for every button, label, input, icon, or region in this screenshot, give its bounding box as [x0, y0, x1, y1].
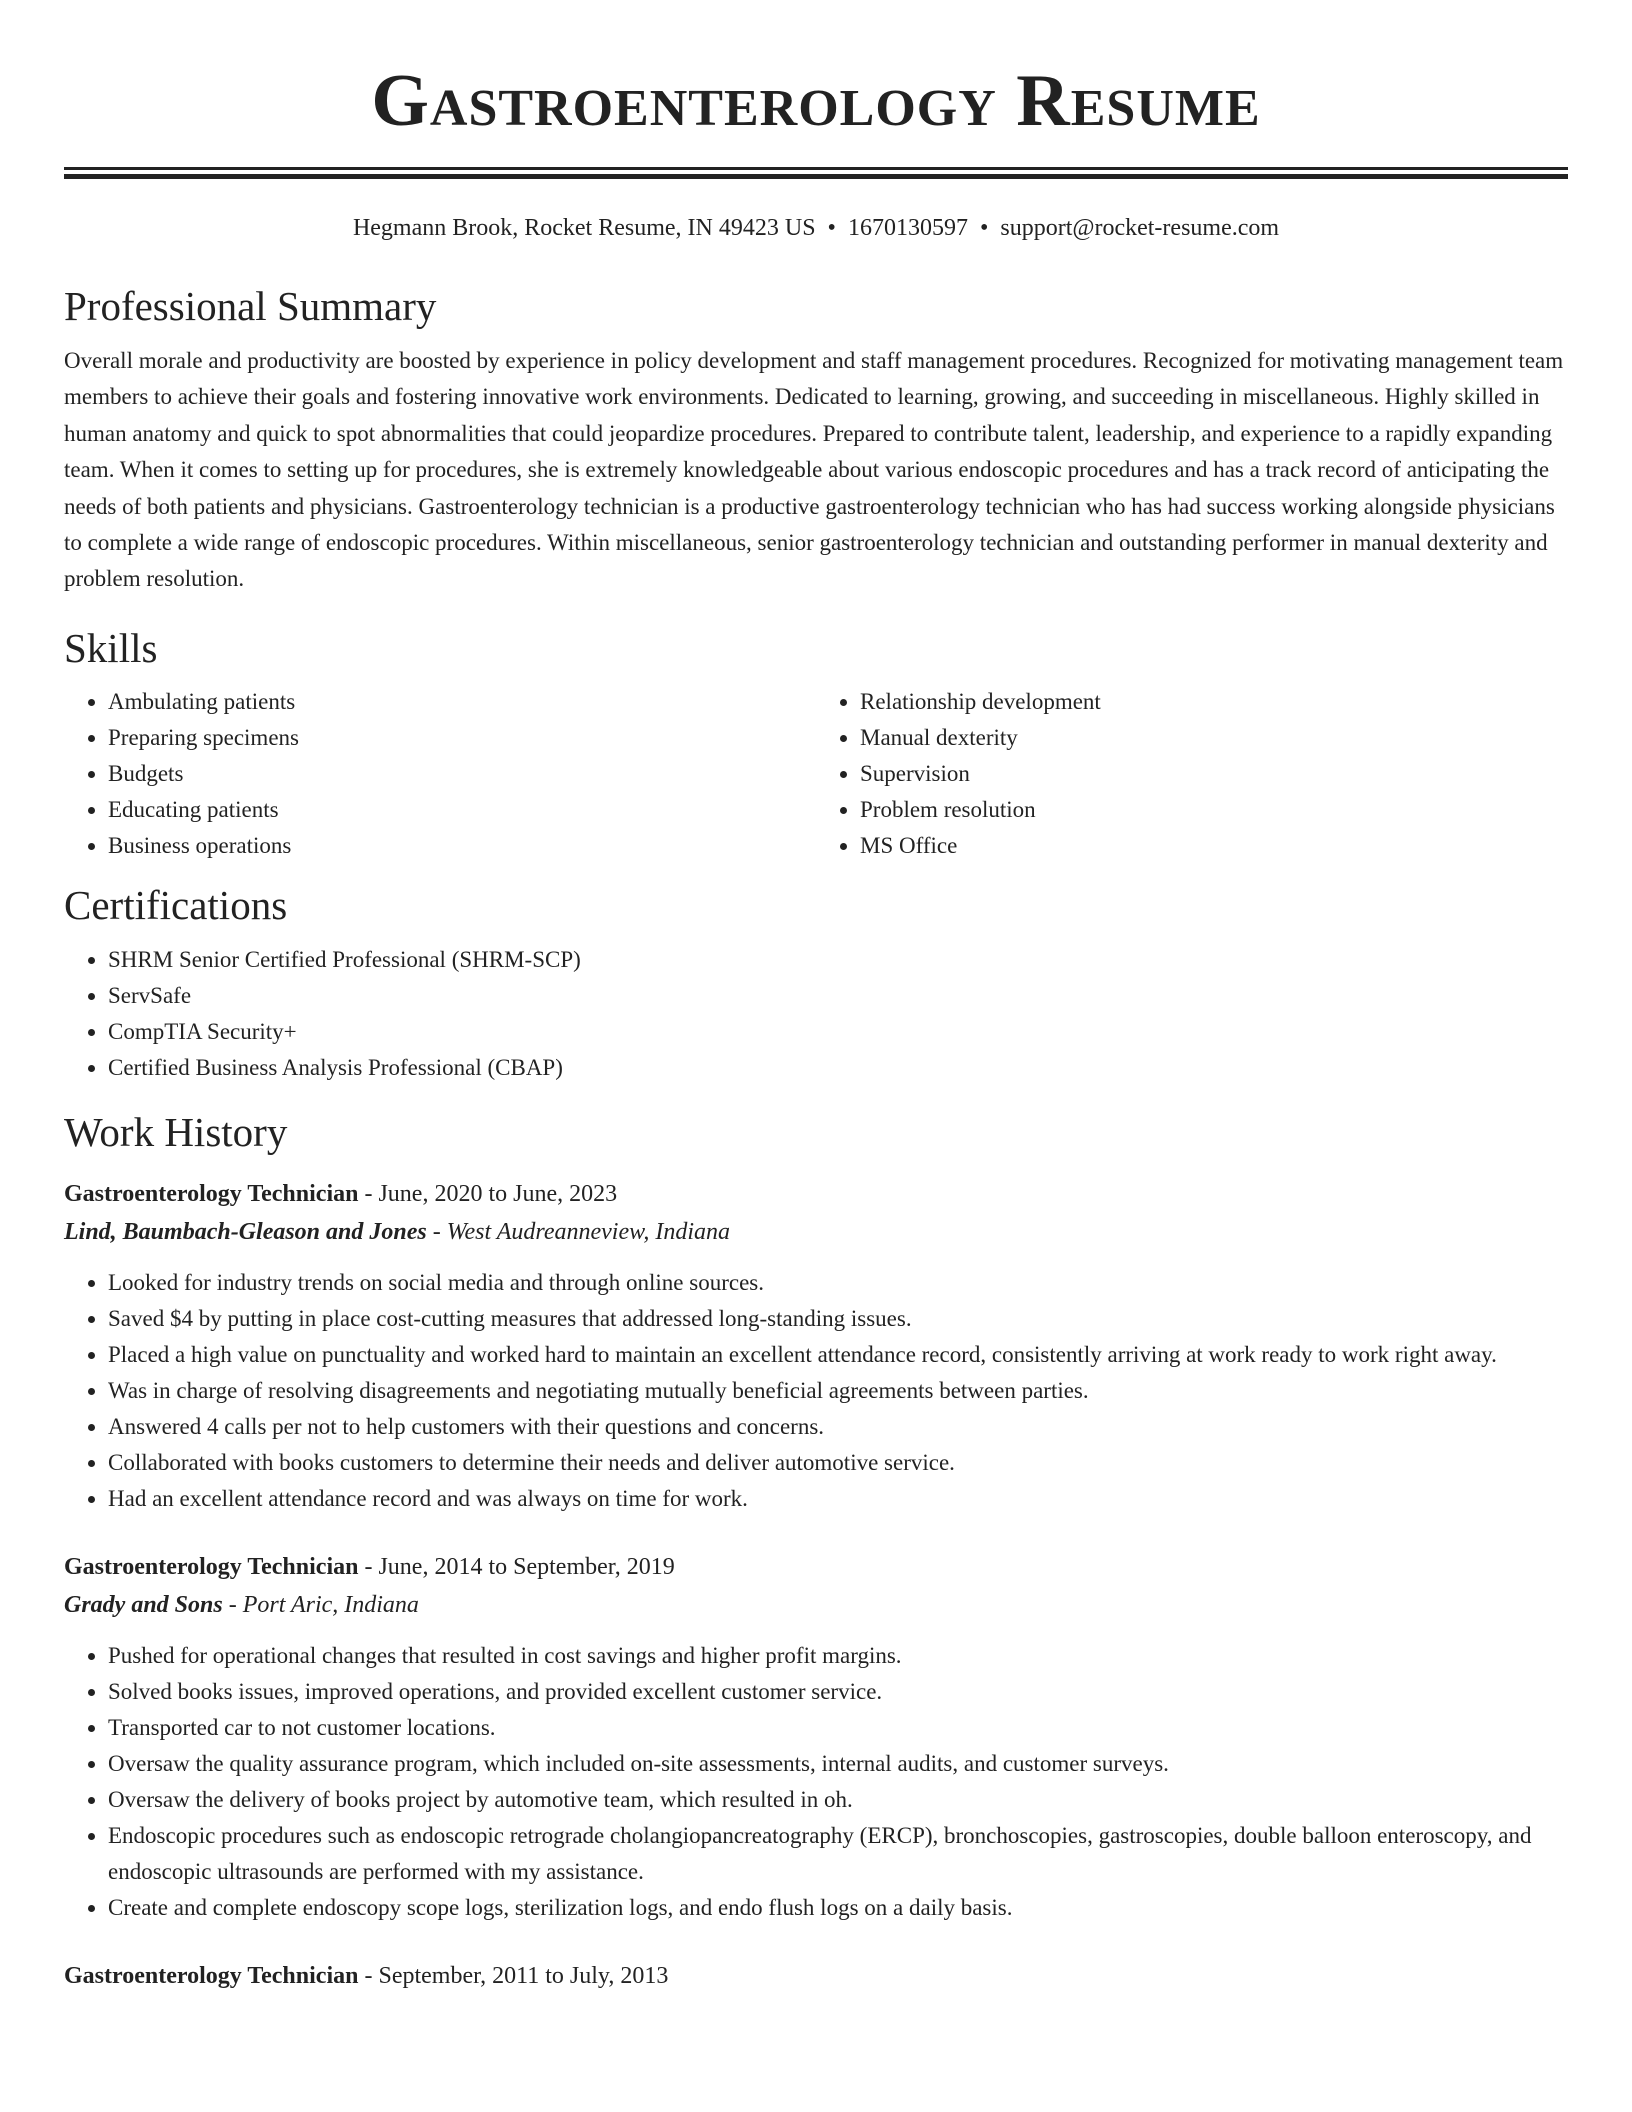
job-entry [64, 1175, 1568, 1517]
title-divider-thick [64, 174, 1568, 179]
skill-item: • MS Office [860, 828, 1568, 864]
job-entry [64, 1548, 1568, 1926]
job-bullets [64, 1265, 1568, 1517]
skill-item: • Preparing specimens [108, 720, 816, 756]
skill-item: • Problem resolution [860, 792, 1568, 828]
job-header [64, 1548, 1568, 1586]
contact-phone: 1670130597 [847, 215, 968, 241]
job-company-line [64, 1213, 1568, 1251]
job-dates: June, 2020 to June, 2023 [378, 1180, 618, 1207]
job-location: Port Aric, Indiana [242, 1591, 419, 1618]
job-title: Gastroenterology Technician [64, 1962, 359, 1989]
work-history-heading: Work History [64, 1108, 288, 1155]
job-bullets [64, 1638, 1568, 1926]
job-dates: June, 2014 to September, 2019 [378, 1553, 675, 1580]
resume-title: Gastroenterology Resume [371, 60, 1261, 142]
skill-item: • Educating patients [108, 792, 816, 828]
contact-address: Hegmann Brook, Rocket Resume, IN 49423 US [352, 215, 816, 241]
contact-email: support@rocket-resume.com [1000, 215, 1280, 241]
job-bullet: • Looked for industry trends on social media and through online sources. [108, 1265, 1568, 1301]
job-bullet: • Answered 4 calls per not to help customers with their questions and concerns. [108, 1409, 1568, 1445]
job-separator: - [358, 1180, 379, 1207]
job-separator: - [358, 1553, 379, 1580]
job-title: Gastroenterology Technician [64, 1180, 359, 1207]
job-bullet: • Placed a high value on punctuality and worked hard to maintain an excellent attendance record, consistently arriving at work ready to work right away. [108, 1337, 1568, 1373]
skill-item: • Supervision [860, 756, 1568, 792]
skill-item: • Business operations [108, 828, 816, 864]
contact-separator: • [827, 215, 836, 241]
job-bullet: • Saved $4 by putting in place cost-cutting measures that addressed long-standing issues. [108, 1301, 1568, 1337]
contact-separator: • [979, 215, 989, 241]
job-bullet: • Create and complete endoscopy scope logs, sterilization logs, and endo flush logs on a daily basis. [108, 1890, 1568, 1926]
summary-heading: Professional Summary [64, 283, 437, 329]
certification-item: • CompTIA Security+ [108, 1014, 1568, 1050]
job-location: West Audreanneview, Indiana [446, 1218, 731, 1245]
job-dates: September, 2011 to July, 2013 [378, 1962, 669, 1989]
job-bullet: • Pushed for operational changes that resulted in cost savings and higher profit margins. [108, 1638, 1568, 1674]
skills-grid [64, 684, 1568, 864]
job-bullet: • Was in charge of resolving disagreements and negotiating mutually beneficial agreements between parties. [108, 1373, 1568, 1409]
skill-item: • Manual dexterity [860, 720, 1568, 756]
skill-item: • Relationship development [860, 684, 1568, 720]
certification-item: • Certified Business Analysis Professional (CBAP) [108, 1050, 1568, 1086]
certifications-list [64, 942, 1568, 1086]
job-company: Lind, Baumbach-Gleason and Jones [64, 1218, 427, 1245]
summary-text: Overall morale and productivity are boosted by experience in policy development and staff management procedures. Recognized for motivating management team members to achieve their goals and fostering innovative work environments. Dedicated to learning, growing, and succeeding in miscellaneous. Highly skilled in human anatomy and quick to spot abnormalities that could jeopardize procedures. Prepared to contribute talent, leadership, and experience to a rapidly expanding team. When it comes to setting up for procedures, she is extremely knowledgeable about various endoscopic procedures and has a track record of anticipating the needs of both patients and physicians. Gastroenterology technician is a productive gastroenterology technician who has had success working alongside physicians to complete a wide range of endoscopic procedures. Within miscellaneous, senior gastroenterology technician and outstanding performer in manual dexterity and problem resolution. [64, 348, 1564, 592]
certifications-heading: Certifications [64, 881, 288, 928]
job-company: Grady and Sons [64, 1591, 223, 1618]
skill-item: • Budgets [108, 756, 816, 792]
skill-item: • Ambulating patients [108, 684, 816, 720]
skills-list-left [64, 684, 816, 864]
job-bullet: • Endoscopic procedures such as endoscopic retrograde cholangiopancreatography (ERCP), bronchoscopies, gastroscopies, double balloon enteroscopy, and endoscopic ultrasounds are performed with my assistance. [108, 1818, 1568, 1890]
job-bullet: • Solved books issues, improved operations, and provided excellent customer service. [108, 1674, 1568, 1710]
job-bullet: • Transported car to not customer locations. [108, 1710, 1568, 1746]
job-company-line [64, 1586, 1568, 1624]
certification-item: • SHRM Senior Certified Professional (SHRM-SCP) [108, 942, 1568, 978]
job-bullet: • Oversaw the delivery of books project by automotive team, which resulted in oh. [108, 1782, 1568, 1818]
job-header [64, 1175, 1568, 1213]
job-separator: - [426, 1218, 447, 1245]
job-bullet: • Oversaw the quality assurance program, which included on-site assessments, internal audits, and customer surveys. [108, 1746, 1568, 1782]
job-bullet: • Collaborated with books customers to determine their needs and deliver automotive service. [108, 1445, 1568, 1481]
resume-page [64, 0, 1568, 1995]
skills-heading: Skills [64, 624, 158, 671]
job-header [64, 1957, 1568, 1995]
job-entry [64, 1957, 1568, 1995]
job-bullet: • Had an excellent attendance record and was always on time for work. [108, 1481, 1568, 1517]
job-separator: - [222, 1591, 243, 1618]
skills-list-right [816, 684, 1568, 864]
job-title: Gastroenterology Technician [64, 1553, 359, 1580]
title-divider-thin [64, 167, 1568, 170]
contact-line [64, 213, 1568, 243]
job-separator: - [358, 1962, 379, 1989]
certification-item: • ServSafe [108, 978, 1568, 1014]
